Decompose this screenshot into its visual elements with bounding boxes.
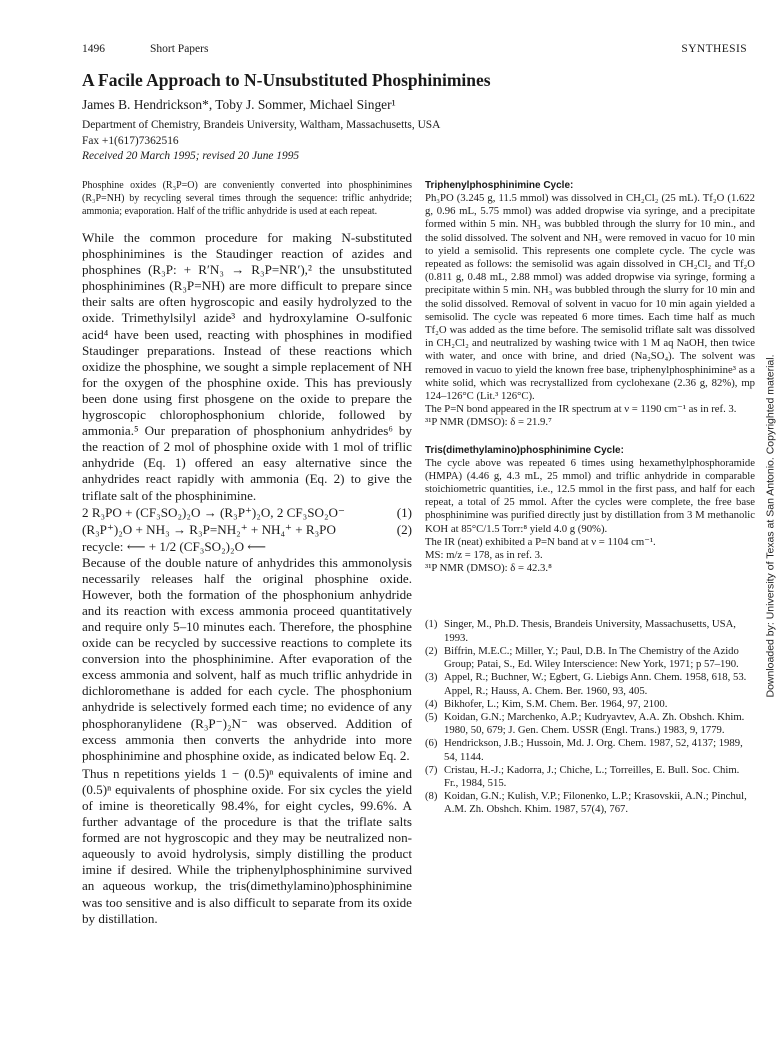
tdap-ms: MS: m/z = 178, as in ref. 3. [425, 549, 543, 562]
reference-item: (2) Biffrin, M.E.C.; Miller, Y.; Paul, D.B. In The Chemistry of the Azido Group; Patai, S., Ed. Wiley Interscience: New York, 1971; p 57–190. [425, 644, 739, 671]
tpp-nmr: ³¹P NMR (DMSO): δ = 21.9.⁷ [425, 416, 552, 429]
paper-title: A Facile Approach to N-Unsubstituted Phosphinimines [82, 70, 491, 90]
body-paragraph-1: While the common procedure for making N-substituted phosphinimines is the Staudinger reaction of azides and phosphines (R₃P: + R′N₃ → R₃P=NR′),² the unsubstituted phosphinimines (R₃P=NH) are more difficult to prepare since their salts are often hygroscopic and easily hydrolyzed to the oxide. Trimethylsilyl azide³ and hydroxylamine O-sulfonic acid⁴ have been used, reacting with phosphines in modified Staudinger preparations. Instead of these reactions which oxidize the phosphine, we sought a simple replacement of NH for the oxygen of the phosphine oxide. This has previously been done using first phosgene on the oxide to prepare the hygroscopic chlorophosphonium chloride, followed by ammonia.⁵ Our preparation of phosphonium anhydrides⁶ by the reaction of 2 mol of phosphine oxide with 1 mol of triflic anhydride (Eq. 1) offered an easy alternative since the anhydrides react rapidly with ammonia (Eq. 2) to give the triflate salt of the phosphinimine. [82, 230, 412, 503]
tdap-ir: The IR (neat) exhibited a P=N band at ν = 1104 cm⁻¹. [425, 535, 656, 548]
received-dates: Received 20 March 1995; revised 20 June 1995 [82, 150, 300, 162]
tpp-procedure: Ph₃PO (3.245 g, 11.5 mmol) was dissolved in CH₂Cl₂ (25 mL). Tf₂O (1.622 g, 0.96 mL, 5.75 mmol) was added dropwise via syringe, and a precipitate formed within 5 min. NH₃ was bubbled through the slurry for 10 min., and the solid dissolved. The solvent and NH₃ were removed in vacuo for 10 min to yield a semisolid. This represents one complete cycle. The cycle was repeated as follows: the semisolid was again dissolved in CH₂Cl₂ and Tf₂O (0.811 g, 0.48 mL, 2.88 mmol) was added dropwise via syringe, forming a precipitate within 5 min. NH₃ was bubbled through the slurry for 10 min and the solid dissolved. Removal of solvent in vacuo for 10 min again yielded a semisolid. The cycle was repeated 6 more times. Each time half as much Tf₂O was added as the time before. The semisolid triflate salt was dissolved in CH₂Cl₂ and neutralized by washing twice with 1 M aq NaOH, then twice with water, and once with brine, and dried (Na₂SO₄). The solvent was removed in vacuo to yield the known free base, triphenylphosphinimine³ as a white solid, which was recrystallized from cyclohexane (2.36 g, 82%), mp 124–126°C (Lit.³ 126°C). [425, 192, 755, 403]
page-number: 1496 [82, 43, 105, 55]
tdap-procedure: The cycle above was repeated 6 times using hexamethylphosphoramide (HMPA) (4.46 g, 4.3 mL, 25 mmol) and triflic anhydride in comparable stoichiometric quantities, i.e., 12.5 mmol in the first pass, and half for each repeat, a total of 25 mmol. After the cycles were complete, the free base phosphinimine was purified directly just by distillation from 3 M methanolic KOH at 85°C/1.5 Torr:⁸ yield 4.0 g (90%). [425, 456, 755, 535]
left-column [82, 179, 412, 927]
equation-1-number: (1) [396, 504, 412, 520]
tdap-nmr: ³¹P NMR (DMSO): δ = 42.3.⁸ [425, 562, 552, 575]
download-watermark-text: Downloaded by: University of Texas at San Antonio. Copyrighted material. [764, 354, 776, 698]
fax-number: Fax +1(617)7362516 [82, 135, 179, 147]
affiliation: Department of Chemistry, Brandeis University, Waltham, Massachusetts, USA [82, 119, 441, 131]
abstract: Phosphine oxides (R₃P=O) are conveniently converted into phosphinimines (R₃P=NH) by recycling several times through the sequence: triflic anhydride; ammonia; evaporation. Half of the triflic anhydride is used at each repeat. [82, 180, 412, 217]
body-paragraph-2: Because of the double nature of anhydrides this ammonolysis necessarily releases half the original phosphine oxide. However, both the formation of the phosphonium anhydride and its reaction with excess ammonia proceed quantitatively and require only 5–10 minutes each. Therefore, the phosphine oxide can be recycled by successive reactions to complete its conversion into the phosphinimine. After evaporation of the excess ammonia and solvent, half as much triflic anhydride in dichloromethane is added for each cycle. The phosphonium anhydride is selectively formed each time; no evidence of any phosphoranylidene (R₃P⁻)₂N⁻ was observed. Addition of excess ammonia then converts the anhydride into more phosphinimine and phosphine oxide, as indicated below Eq. 2. [82, 554, 412, 763]
reference-item: Appel, R.; Hauss, A. Chem. Ber. 1960, 93, 405. [444, 684, 648, 697]
equation-1 [82, 504, 412, 521]
tpp-ir: The P=N bond appeared in the IR spectrum at ν = 1190 cm⁻¹ as in ref. 3. [425, 403, 737, 416]
reference-item: (1) Singer, M., Ph.D. Thesis, Brandeis University, Massachusetts, USA, 1993. [425, 618, 736, 644]
recycle-line [82, 538, 412, 555]
reference-item: (4) Bikhofer, L.; Kim, S.M. Chem. Ber. 1964, 97, 2100. [425, 697, 668, 710]
reference-item: (8) Koidan, G.N.; Kulish, V.P.; Filonenko, L.P.; Krasovskii, A.N.; Pinchul, A.M. Zh. Obshch. Khim. 1987, 57(4), 767. [425, 790, 747, 816]
author-list: James B. Hendrickson*, Toby J. Sommer, Michael Singer¹ [82, 97, 396, 112]
recycle-text: recycle: ⟵ + 1/2 (CF₃SO₂)₂O ⟵ [82, 538, 267, 554]
reference-item: (5) Koidan, G.N.; Marchenko, A.P.; Kudryavtev, A.A. Zh. Obshch. Khim. 1980, 50, 679; J. Gen. Chem. USSR (Engl. Trans.) 1983, 9, 1779. [425, 710, 745, 737]
download-watermark [760, 345, 780, 707]
tdap-heading: Tris(dimethylamino)phosphinimine Cycle: [425, 444, 624, 456]
section-name: Short Papers [150, 43, 209, 55]
tpp-heading: Triphenylphosphinimine Cycle: [425, 180, 574, 191]
right-column [425, 179, 755, 817]
reference-list [425, 618, 755, 816]
body-paragraph-3: Thus n repetitions yields 1 − (0.5)ⁿ equivalents of imine and (0.5)ⁿ equivalents of phosphine oxide. For six cycles the yield of imine is theoretically 98.4%, for eight cycles, 99.6%. A further advantage of the procedure is that the triflate salts formed are not hygroscopic and they may be neutralized non-aqueously to avoid hydrolysis, simply distilling the product imine if desired. While the triphenylphosphinimine survived an aqueous workup, the tris(dimethylamino)phosphinimine was too sensitive and is also difficult to separate from its oxide by distillation. [82, 765, 412, 926]
equation-2-number: (2) [396, 521, 412, 537]
equation-2 [82, 521, 412, 538]
reference-item: (3) Appel, R.; Buchner, W.; Egbert, G. Liebigs Ann. Chem. 1958, 618, 53. [425, 671, 747, 684]
equation-2-text: (R₃P⁺)₂O + NH₃ → R₃P=NH₂⁺ + NH₄⁺ + R₃PO [82, 521, 336, 537]
journal-name: SYNTHESIS [681, 43, 747, 55]
equation-1-text: 2 R₃PO + (CF₃SO₂)₂O → (R₃P⁺)₂O, 2 CF₃SO₂O⁻ [82, 504, 345, 520]
reference-item: (6) Hendrickson, J.B.; Hussoin, Md. J. Org. Chem. 1987, 52, 4137; 1989, 54, 1144. [425, 737, 743, 763]
reference-item: (7) Cristau, H.-J.; Kadorra, J.; Chiche, L.; Torreilles, E. Bull. Soc. Chim. Fr., 1984, 515. [425, 763, 740, 789]
